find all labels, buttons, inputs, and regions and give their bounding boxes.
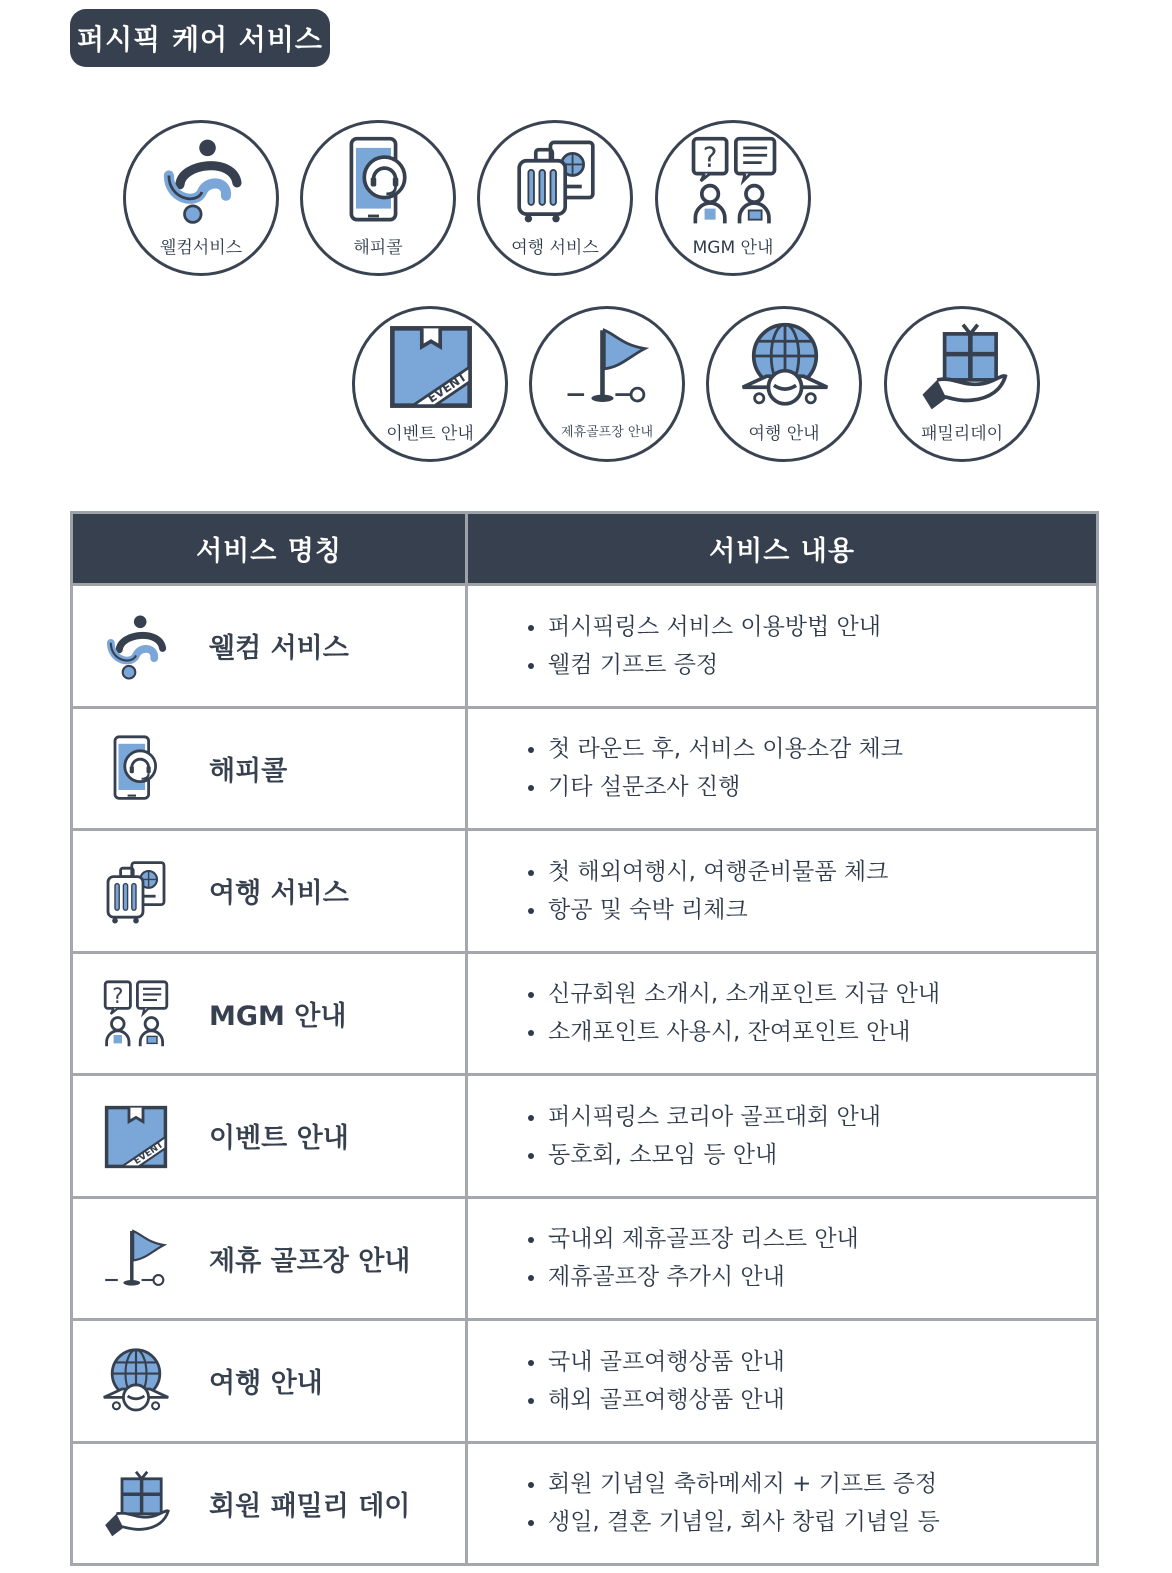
service-name: 여행 서비스 bbox=[209, 878, 349, 910]
people-chat-icon bbox=[688, 135, 780, 227]
service-circle-label: 웰컴서비스 bbox=[159, 238, 243, 258]
list-item: 생일, 결혼 기념일, 회사 창립 기념일 등 bbox=[528, 1503, 1096, 1541]
golf-flag-icon bbox=[101, 1224, 171, 1294]
service-circle-happycall bbox=[300, 120, 456, 276]
service-name: MGM 안내 bbox=[209, 1000, 347, 1032]
service-circle-golf bbox=[529, 306, 685, 462]
service-name-cell bbox=[72, 707, 467, 830]
service-circle-travel-service bbox=[477, 120, 633, 276]
golf-flag-icon bbox=[562, 321, 654, 413]
event-box-icon bbox=[101, 1102, 171, 1172]
service-table bbox=[70, 511, 1099, 1566]
service-name-cell bbox=[72, 952, 467, 1075]
list-item: 국내외 제휴골프장 리스트 안내 bbox=[528, 1220, 1096, 1258]
gift-hand-icon bbox=[101, 1469, 171, 1539]
service-content-cell bbox=[467, 1075, 1098, 1198]
table-row bbox=[72, 1075, 1098, 1198]
luggage-passport-icon bbox=[101, 857, 171, 927]
list-item: 퍼시픽링스 서비스 이용방법 안내 bbox=[528, 608, 1096, 646]
table-row bbox=[72, 585, 1098, 708]
service-circle-label: 패밀리데이 bbox=[920, 424, 1004, 444]
service-content-cell bbox=[467, 830, 1098, 953]
table-row bbox=[72, 1320, 1098, 1443]
service-name: 여행 안내 bbox=[209, 1368, 323, 1400]
service-name-cell bbox=[72, 830, 467, 953]
page-title: 퍼시픽 케어 서비스 bbox=[70, 9, 330, 67]
table-row bbox=[72, 830, 1098, 953]
service-circle-label: 해피콜 bbox=[353, 238, 403, 258]
service-content-cell bbox=[467, 1442, 1098, 1565]
service-name: 웰컴 서비스 bbox=[209, 633, 349, 665]
table-row bbox=[72, 1197, 1098, 1320]
list-item: 소개포인트 사용시, 잔여포인트 안내 bbox=[528, 1013, 1096, 1051]
welcome-person-icon bbox=[101, 612, 171, 682]
service-circle-label: MGM 안내 bbox=[692, 238, 774, 258]
header-service-content: 서비스 내용 bbox=[467, 513, 1098, 585]
phone-headset-icon bbox=[333, 135, 425, 227]
service-name-cell bbox=[72, 585, 467, 708]
list-item: 회원 기념일 축하메세지 + 기프트 증정 bbox=[528, 1465, 1096, 1503]
service-content-cell bbox=[467, 585, 1098, 708]
service-circle-label: 제휴골프장 안내 bbox=[560, 425, 654, 440]
list-item: 항공 및 숙박 리체크 bbox=[528, 891, 1096, 929]
service-circle-label: 여행 안내 bbox=[748, 424, 820, 444]
service-name: 이벤트 안내 bbox=[209, 1123, 349, 1155]
service-name-cell bbox=[72, 1442, 467, 1565]
service-circle-label: 여행 서비스 bbox=[511, 238, 599, 258]
globe-airplane-icon bbox=[739, 321, 831, 413]
list-item: 해외 골프여행상품 안내 bbox=[528, 1381, 1096, 1419]
service-name-cell bbox=[72, 1197, 467, 1320]
list-item: 퍼시픽링스 코리아 골프대회 안내 bbox=[528, 1098, 1096, 1136]
service-content-cell bbox=[467, 707, 1098, 830]
list-item: 웰컴 기프트 증정 bbox=[528, 646, 1096, 684]
service-content-cell bbox=[467, 952, 1098, 1075]
table-header-row bbox=[72, 513, 1098, 585]
people-chat-icon bbox=[101, 979, 171, 1049]
service-content-cell bbox=[467, 1320, 1098, 1443]
service-circle-family-day bbox=[884, 306, 1040, 462]
list-item: 첫 해외여행시, 여행준비물품 체크 bbox=[528, 853, 1096, 891]
service-content-cell bbox=[467, 1197, 1098, 1320]
phone-headset-icon bbox=[101, 734, 171, 804]
service-circle-travel-guide bbox=[706, 306, 862, 462]
list-item: 국내 골프여행상품 안내 bbox=[528, 1343, 1096, 1381]
gift-hand-icon bbox=[917, 321, 1009, 413]
service-circle-event bbox=[352, 306, 508, 462]
table-row bbox=[72, 1442, 1098, 1565]
event-box-icon bbox=[385, 321, 477, 413]
list-item: 동호회, 소모임 등 안내 bbox=[528, 1136, 1096, 1174]
service-name-cell bbox=[72, 1075, 467, 1198]
service-name: 해피콜 bbox=[209, 755, 288, 787]
luggage-passport-icon bbox=[510, 135, 602, 227]
service-name-cell bbox=[72, 1320, 467, 1443]
service-circle-mgm bbox=[655, 120, 811, 276]
list-item: 기타 설문조사 진행 bbox=[528, 768, 1096, 806]
service-circle-label: 이벤트 안내 bbox=[386, 424, 474, 444]
table-row bbox=[72, 952, 1098, 1075]
globe-airplane-icon bbox=[101, 1347, 171, 1417]
service-name: 제휴 골프장 안내 bbox=[209, 1245, 411, 1277]
list-item: 첫 라운드 후, 서비스 이용소감 체크 bbox=[528, 730, 1096, 768]
service-circle-welcome bbox=[123, 120, 279, 276]
list-item: 제휴골프장 추가시 안내 bbox=[528, 1258, 1096, 1296]
list-item: 신규회원 소개시, 소개포인트 지급 안내 bbox=[528, 975, 1096, 1013]
service-name: 회원 패밀리 데이 bbox=[209, 1490, 411, 1522]
header-service-name: 서비스 명칭 bbox=[72, 513, 467, 585]
table-row bbox=[72, 707, 1098, 830]
welcome-person-icon bbox=[156, 135, 248, 227]
